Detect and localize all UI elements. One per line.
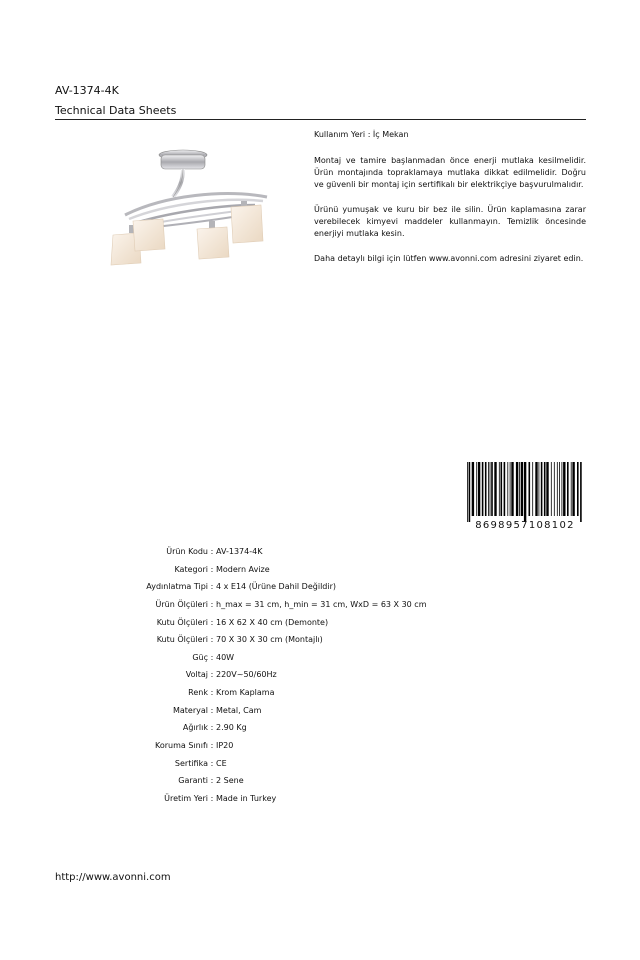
spec-row [110,755,427,773]
spec-separator: : [210,635,214,645]
spec-value: 220V~50/60Hz [216,670,277,680]
spec-row [110,772,427,790]
spec-separator: : [210,547,214,556]
spec-label: Kutu Ölçüleri [156,635,208,645]
spec-separator: : [210,670,214,680]
spec-value: IP20 [216,741,234,751]
barcode-number: 8698957108102 [475,520,575,531]
website-note: Daha detaylı bilgi için lütfen www.avonni.com adresini ziyaret edin. [314,254,584,263]
spec-label: Renk [188,688,208,698]
spec-row [110,684,427,702]
spec-value: Modern Avize [216,564,270,574]
spec-label: Aydınlatma Tipi [146,582,208,592]
spec-separator: : [210,758,214,768]
spec-label: Ürün Kodu [166,547,208,556]
spec-row [110,578,427,596]
spec-label: Garanti [178,776,208,786]
spec-separator: : [210,741,214,751]
spec-label: Ağırlık [182,723,208,733]
spec-value: Krom Kaplama [216,688,275,698]
spec-row [110,631,427,649]
document-subtitle: Technical Data Sheets [55,104,177,117]
spec-value: 40W [216,652,235,662]
usage-location: Kullanım Yeri : İç Mekan [314,130,409,139]
website-link[interactable]: http://www.avonni.com [55,872,171,883]
cleaning-note: Ürünü yumuşak ve kuru bir bez ile silin. Ürün kaplamasına zarar verebilecek kimyevi maddeler kullanmayın. Temizlik öncesinde enerjiyi mutlaka kesin. [314,205,586,238]
spec-label: Kutu Ölçüleri [156,617,208,627]
spec-value: AV-1374-4K [216,547,263,556]
usage-info [314,129,586,278]
spec-separator: : [210,793,214,803]
spec-row [110,719,427,737]
installation-note: Montaj ve tamire başlanmadan önce enerji mutlaka kesilmelidir. Ürün montajında topraklamaya mutlaka dikkat edilmelidir. Doğru ve güvenli bir montaj için sertifikalı bir elektrikçiye başvurulmalıdır. [314,156,586,189]
spec-label: Güç [192,652,208,662]
spec-row [110,790,427,808]
barcode-bars [466,462,584,522]
spec-label: Ürün Ölçüleri [155,599,208,609]
spec-label: Koruma Sınıfı [155,741,208,751]
spec-separator: : [210,776,214,786]
spec-separator: : [210,723,214,733]
spec-label: Üretim Yeri [164,793,208,803]
spec-label: Voltaj [185,670,208,680]
spec-row [110,702,427,720]
spec-separator: : [210,599,214,609]
chandelier-image [105,145,275,270]
spec-value: 4 x E14 (Ürüne Dahil Değildir) [216,582,336,592]
spec-separator: : [210,564,214,574]
spec-separator: : [210,617,214,627]
spec-value: CE [216,758,227,768]
spec-value: h_max = 31 cm, h_min = 31 cm, WxD = 63 X 30 cm [216,599,427,609]
spec-value: 2 Sene [216,776,244,786]
spec-row [110,543,427,561]
spec-value: 70 X 30 X 30 cm (Montajlı) [216,635,323,645]
spec-label: Kategori [174,564,208,574]
spec-row [110,666,427,684]
header-divider [55,119,586,120]
spec-value: Metal, Cam [216,705,262,715]
spec-separator: : [210,705,214,715]
spec-separator: : [210,652,214,662]
spec-row [110,649,427,667]
spec-value: 2.90 Kg [216,723,247,733]
spec-table [110,543,427,808]
spec-row [110,737,427,755]
spec-label: Sertifika [174,758,208,768]
spec-value: Made in Turkey [216,793,277,803]
spec-separator: : [210,688,214,698]
product-code-heading: AV-1374-4K [55,84,119,97]
spec-label: Materyal [172,705,208,715]
spec-row [110,614,427,632]
spec-row [110,561,427,579]
spec-value: 16 X 62 X 40 cm (Demonte) [216,617,329,627]
spec-row [110,596,427,614]
spec-separator: : [210,582,214,592]
barcode [466,462,584,532]
